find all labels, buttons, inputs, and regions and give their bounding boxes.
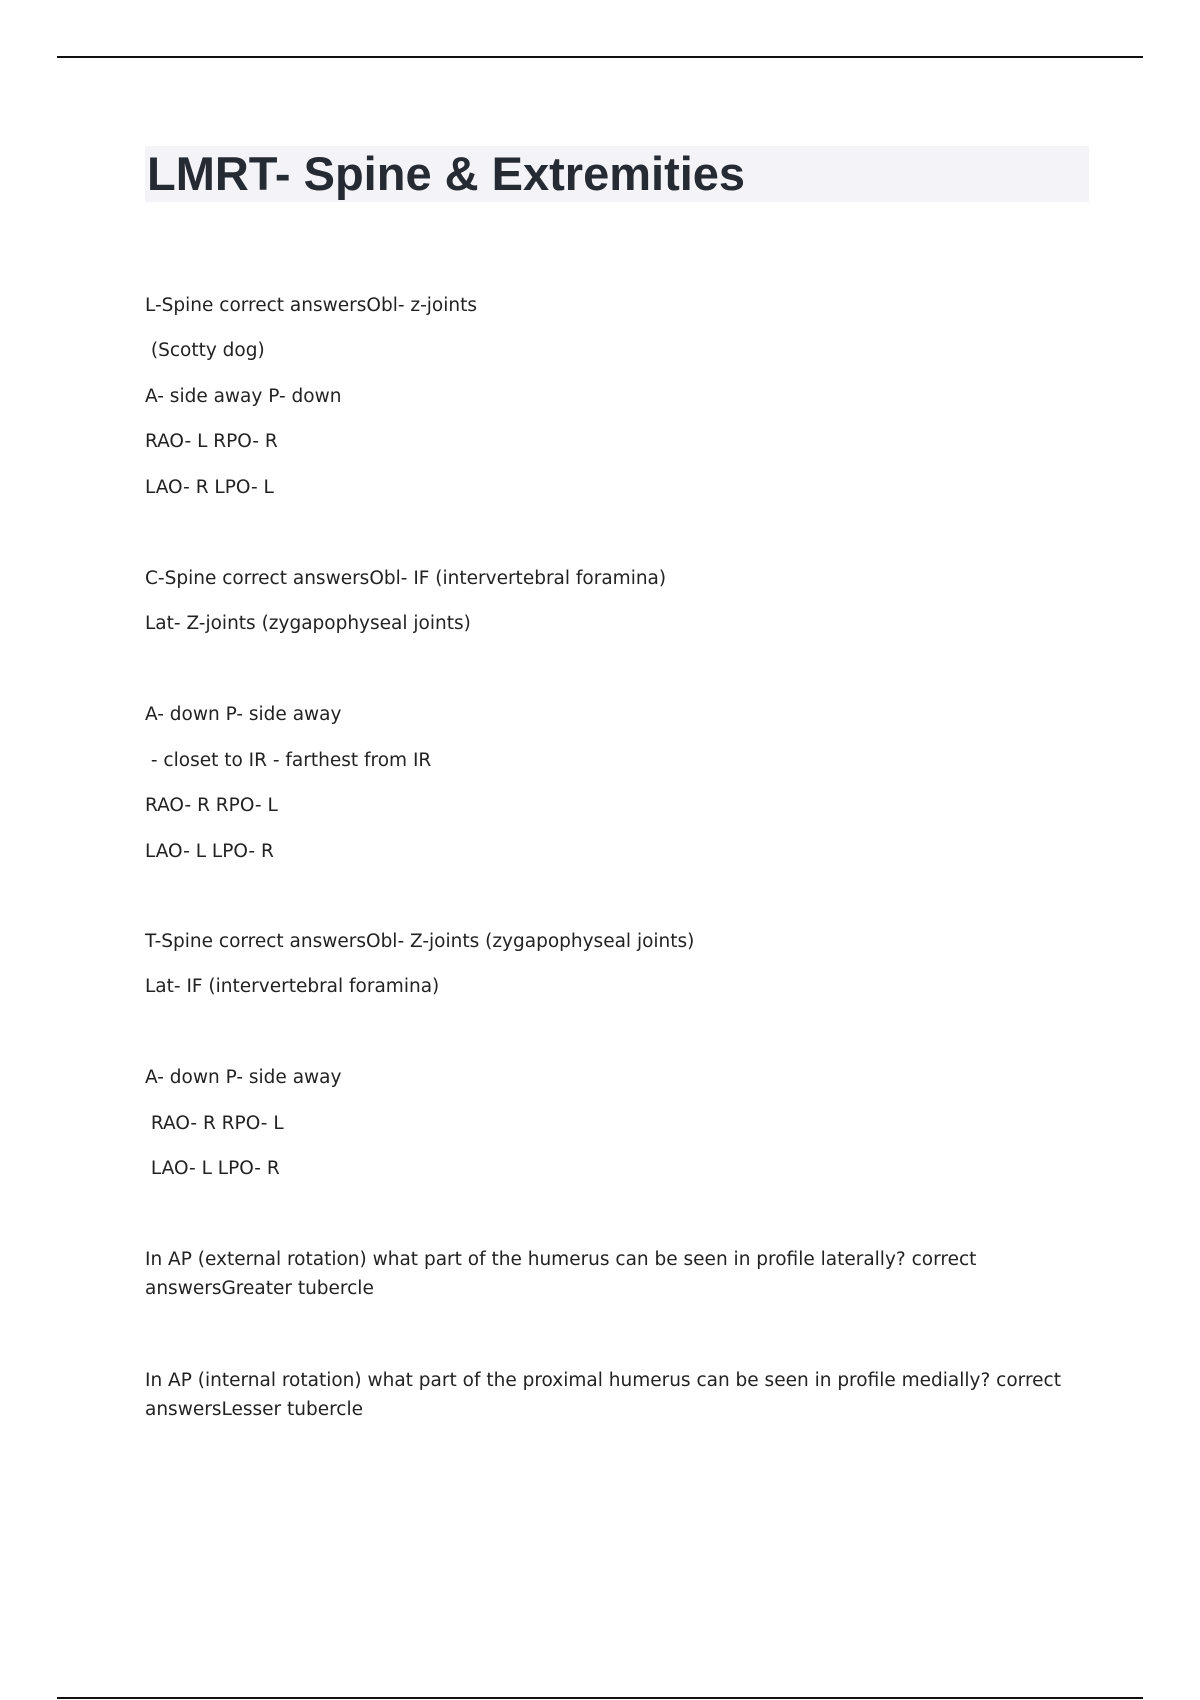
bottom-rule	[57, 1697, 1143, 1699]
text-line: C-Spine correct answersObl- IF (intervertebral foramina)	[145, 568, 667, 589]
text-line: Lat- Z-joints (zygapophyseal joints)	[145, 613, 471, 634]
text-line: RAO- L RPO- R	[145, 431, 278, 452]
text-line: LAO- L LPO- R	[145, 841, 274, 862]
text-line: LAO- R LPO- L	[145, 477, 274, 498]
text-line: A- down P- side away	[145, 1067, 342, 1088]
text-paragraph: In AP (internal rotation) what part of the proximal humerus can be seen in profile medially? correct answersLesser tubercle	[145, 1370, 1061, 1420]
text-line: A- down P- side away	[145, 704, 342, 725]
text-line: L-Spine correct answersObl- z-joints	[145, 295, 477, 316]
text-line: RAO- R RPO- L	[145, 795, 278, 816]
text-line: A- side away P- down	[145, 386, 342, 407]
text-line: LAO- L LPO- R	[145, 1158, 280, 1179]
page-title: LMRT- Spine & Extremities	[147, 147, 746, 200]
text-line: - closet to IR - farthest from IR	[145, 750, 432, 771]
text-line: (Scotty dog)	[145, 340, 265, 361]
text-line: RAO- R RPO- L	[145, 1113, 284, 1134]
text-line: T-Spine correct answersObl- Z-joints (zygapophyseal joints)	[145, 931, 695, 952]
top-rule	[57, 56, 1143, 58]
text-paragraph: In AP (external rotation) what part of the humerus can be seen in profile laterally? correct answersGreater tubercle	[145, 1249, 977, 1299]
text-line: Lat- IF (intervertebral foramina)	[145, 976, 440, 997]
